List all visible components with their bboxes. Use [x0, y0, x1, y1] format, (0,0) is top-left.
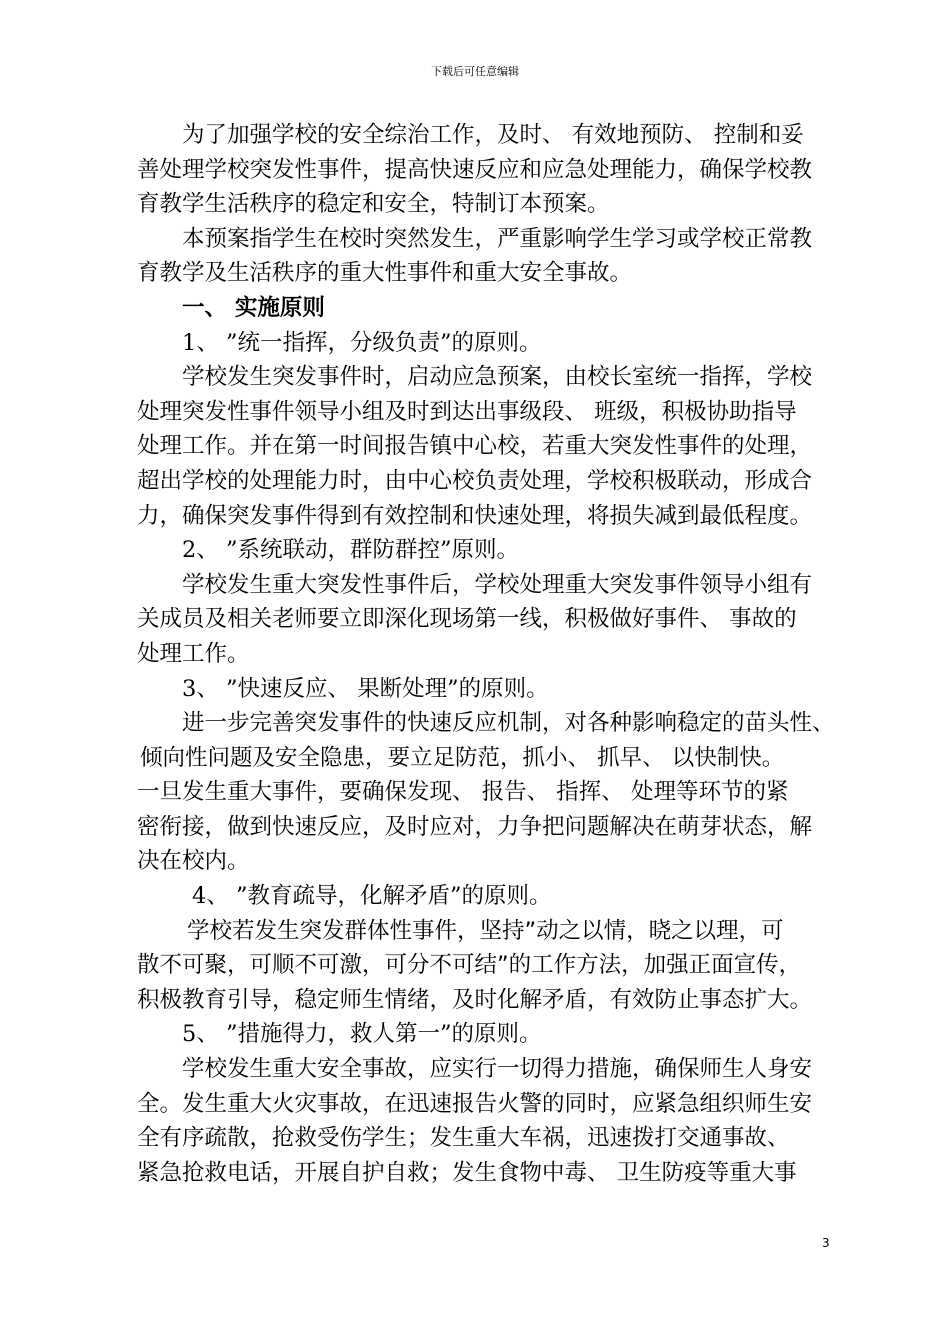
- paragraph-line: 学校发生重大突发性事件后，学校处理重大突发事件领导小组有: [182, 571, 813, 598]
- paragraph-line: 全有序疏散，抢救受伤学生；发生重大车祸，迅速拨打交通事故、: [137, 1125, 790, 1152]
- paragraph-line: 力，确保突发事件得到有效控制和快速处理，将损失减到最低程度。: [137, 502, 813, 529]
- paragraph-line: 一旦发生重大事件，要确保发现、 报告、 指挥、 处理等环节的紧: [137, 779, 789, 806]
- paragraph-line: 紧急抢救电话，开展自护自救；发生食物中毒、 卫生防疫等重大事: [137, 1159, 797, 1186]
- paragraph-line: 为了加强学校的安全综治工作，及时、 有效地预防、 控制和妥: [182, 122, 804, 148]
- principle-heading: 5、 ”措施得力，救人第一”的原则。: [182, 1021, 542, 1048]
- paragraph-line: 学校若发生突发群体性事件，坚持”动之以情，晓之以理，可: [187, 917, 784, 944]
- paragraph-line: 处理工作。: [137, 640, 250, 667]
- paragraph-line: 学校发生重大安全事故，应实行一切得力措施，确保师生人身安: [182, 1056, 813, 1083]
- principle-heading: 3、 ”快速反应、 果断处理”的原则。: [182, 675, 549, 702]
- paragraph-line: 进一步完善突发事件的快速反应机制，对各种影响稳定的苗头性、: [182, 710, 835, 737]
- paragraph-line: 善处理学校突发性事件，提高快速反应和应急处理能力，确保学校教: [137, 156, 813, 183]
- paragraph-line: 超出学校的处理能力时，由中心校负责处理，学校积极联动，形成合: [137, 467, 813, 494]
- paragraph-line: 决在校内。: [137, 848, 250, 875]
- section-heading: 一、 实施原则: [182, 294, 325, 321]
- principle-heading: 2、 ”系统联动，群防群控”原则。: [182, 537, 519, 564]
- document-body: [137, 118, 837, 1190]
- paragraph-line: 倾向性问题及安全隐患，要立足防范，抓小、 抓早、 以快制快。: [140, 744, 785, 771]
- page-number: 3: [822, 1236, 830, 1250]
- principle-heading: 1、 ”统一指挥，分级负责”的原则。: [182, 329, 542, 356]
- paragraph-line: 处理工作。并在第一时间报告镇中心校，若重大突发性事件的处理，: [137, 433, 813, 460]
- paragraph-line: 学校发生突发事件时，启动应急预案，由校长室统一指挥，学校: [182, 364, 813, 391]
- paragraph-line: 积极教育引导，稳定师生情绪，及时化解矛盾，有效防止事态扩大。: [137, 986, 813, 1013]
- paragraph-line: 散不可聚，可顺不可激，可分不可结”的工作方法，加强正面宣传，: [137, 952, 802, 979]
- paragraph-line: 育教学生活秩序的稳定和安全，特制订本预案。: [137, 191, 610, 218]
- page-header: 下载后可任意编辑: [431, 65, 519, 78]
- paragraph-line: 处理突发性事件领导小组及时到达出事级段、 班级，积极协助指导: [137, 398, 797, 425]
- paragraph-line: 本预案指学生在校时突然发生，严重影响学生学习或学校正常教: [182, 225, 813, 252]
- paragraph-line: 全。发生重大火灾事故，在迅速报告火警的同时，应紧急组织师生安: [137, 1090, 813, 1117]
- principle-heading: 4、 ”教育疏导，化解矛盾”的原则。: [192, 883, 552, 910]
- paragraph-line: 密衔接，做到快速反应，及时应对，力争把问题解决在萌芽状态，解: [137, 813, 813, 840]
- paragraph-line: 育教学及生活秩序的重大性事件和重大安全事故。: [137, 260, 633, 287]
- paragraph-line: 关成员及相关老师要立即深化现场第一线，积极做好事件、 事故的: [137, 606, 797, 633]
